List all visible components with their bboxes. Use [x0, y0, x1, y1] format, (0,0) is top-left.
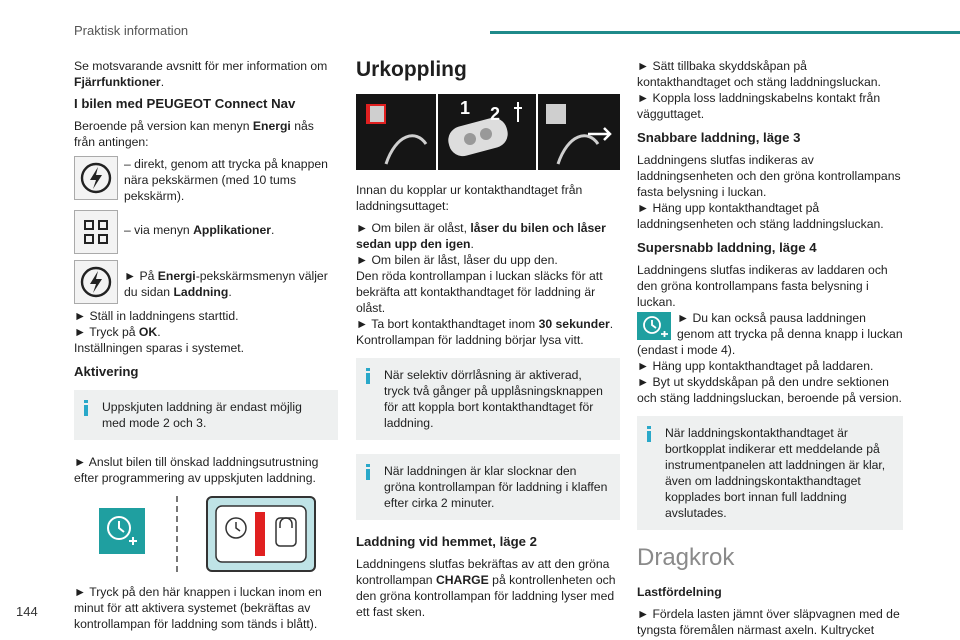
energy-button-icon — [74, 156, 118, 200]
p-red-lamp: Den röda kontrollampan i luckan släcks för att bekräfta att kontakthandtaget för laddning är olåst. — [356, 269, 603, 315]
deferred-charge-illustration — [74, 496, 338, 578]
heading-home-charging: Laddning vid hemmet, läge 2 — [356, 534, 537, 549]
note-short: När laddningskontakthandtaget är bortkopplat indikerar ett meddelande på instrumentpanelen att laddningen är klar, även om laddningskontakthandtaget kopplades bort innan full laddning avslutades. — [637, 416, 903, 530]
header-accent-bar — [490, 31, 960, 34]
note-mode: Uppskjuten laddning är endast möjlig med mode 2 och 3. — [74, 390, 338, 440]
heading-super-fast: Supersnabb laddning, läge 4 — [637, 240, 817, 255]
note-ready: När laddningen är klar slocknar den gröna kontrollampan för laddning i klaffen efter cirka 2 minuter. — [356, 454, 620, 520]
p-refit: ► Sätt tillbaka skyddskåpan på kontakthandtaget och stäng laddningsluckan. — [637, 59, 881, 89]
info-icon — [647, 426, 651, 442]
p-super: Laddningens slutfas indikeras av laddaren och den gröna kontrollampans fasta belysning i luckan. — [637, 263, 888, 309]
heading-towbar: Dragkrok — [637, 544, 735, 571]
saved-text: Inställningen sparas i systemet. — [74, 341, 245, 355]
info-icon — [84, 400, 88, 416]
photo-unlock-flap — [356, 94, 438, 170]
p-fast: Laddningens slutfas indikeras av laddningsenheten och den gröna kontrollampans fasta belysning i luckan. — [637, 153, 901, 199]
step-press: ► Tryck på den här knappen i luckan inom en minut för att aktivera systemet (bekräftas av kontrollampan för laddning som tänds i blått). — [74, 585, 322, 631]
p-fast-step: ► Häng upp kontakthandtaget på laddningsenheten och stäng laddningsluckan. — [637, 201, 884, 231]
running-header: Praktisk information — [74, 23, 189, 38]
note-selective: När selektiv dörrlåsning är aktiverad, tryck två gånger på upplåsningsknappen för att koppla bort kontakthandtaget för laddning. — [356, 358, 620, 440]
divider-line — [176, 496, 178, 572]
step-ok: ► Tryck på OK. — [74, 325, 161, 339]
energy-menu-item: ► På Energi-pekskärmsmenyn väljer du sidan Laddning. — [74, 260, 338, 304]
p-lamp-blink: Kontrollampan för laddning börjar lysa vitt. — [356, 333, 584, 347]
photo-remove-plug — [538, 94, 620, 170]
column-1 — [74, 58, 338, 638]
apps-item: – via menyn Applikationer. — [74, 210, 338, 254]
p-unplug: ► Koppla loss laddningskabelns kontakt från vägguttaget. — [637, 91, 881, 121]
p-swap: ► Byt ut skyddskåpan på den undre sektionen och stäng laddningsluckan, beroende på version. — [637, 375, 902, 405]
version-paragraph: Beroende på version kan menyn Energi nås från antingen: — [74, 119, 314, 149]
direct-item: – direkt, genom att trycka på knappen nära pekskärmen (med 10 tums pekskärm). — [74, 156, 338, 204]
info-icon — [366, 368, 370, 384]
heading-fast-charging: Snabbare laddning, läge 3 — [637, 130, 801, 145]
energy-menu-icon — [74, 260, 118, 304]
p-before: Innan du kopplar ur kontakthandtaget från laddningsuttaget: — [356, 183, 583, 213]
step-connect: ► Anslut bilen till önskad laddningsutrustning efter programmering av uppskjuten laddning. — [74, 455, 319, 485]
pause-timer-icon — [637, 312, 671, 340]
timer-plug-icon — [99, 508, 145, 554]
p-pause: ► Du kan också pausa laddningen genom att trycka på denna knapp i luckan (endast i mode 4). — [637, 311, 903, 357]
p-remove: ► Ta bort kontakthandtaget inom 30 sekunder. — [356, 317, 614, 331]
photo-key-fob — [438, 94, 538, 170]
subheading-load: Lastfördelning — [637, 585, 722, 599]
heading-connect-nav: I bilen med PEUGEOT Connect Nav — [74, 96, 296, 111]
p-locked: ► Om bilen är låst, låser du upp den. — [356, 253, 558, 267]
p-unlocked: ► Om bilen är olåst, låser du bilen och låser sedan upp den igen. — [356, 221, 606, 251]
intro-paragraph: Se motsvarande avsnitt för mer information om Fjärrfunktioner. — [74, 59, 328, 89]
heading-activation: Aktivering — [74, 364, 139, 379]
charging-flap-panel-icon — [206, 496, 316, 572]
column-2 — [356, 58, 620, 626]
apps-grid-icon — [74, 210, 118, 254]
page-number: 144 — [16, 604, 38, 619]
column-3 — [637, 58, 903, 638]
info-icon — [366, 464, 370, 480]
heading-disconnect: Urkoppling — [356, 58, 467, 81]
p-home: Laddningens slutfas bekräftas av att den gröna kontrollampan CHARGE på kontrollenheten och den gröna kontrollampan för laddning lyser med ett fast sken. — [356, 557, 616, 619]
photo-label-2: 2 — [490, 104, 501, 124]
photo-label-1: 1 — [460, 98, 471, 118]
step-start-time: ► Ställ in laddningens starttid. — [74, 309, 239, 323]
disconnect-photo-strip — [356, 94, 620, 170]
p-hang: ► Häng upp kontakthandtaget på laddaren. — [637, 359, 874, 373]
p-load: ► Fördela lasten jämnt över släpvagnen med de tyngsta föremålen närmast axeln. Kultrycket — [637, 607, 900, 637]
